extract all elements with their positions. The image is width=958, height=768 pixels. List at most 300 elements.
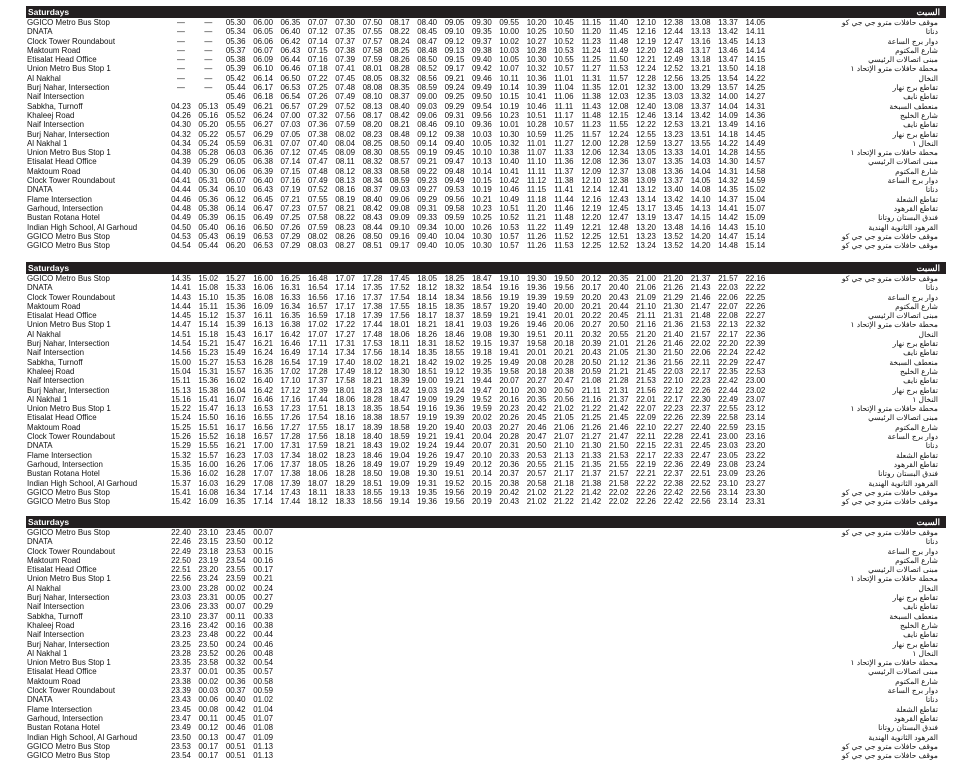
departure-time: 23.50	[198, 639, 219, 649]
departure-time: 18.12	[417, 283, 437, 293]
departure-time: 23.39	[171, 686, 191, 696]
departure-time: 13.17	[636, 203, 656, 213]
departure-time: 00.36	[225, 676, 246, 686]
departure-time: 19.08	[472, 329, 492, 339]
departure-time: 17.28	[280, 432, 301, 442]
departure-time: 06.05	[225, 157, 246, 167]
departure-time: 08.42	[362, 203, 383, 213]
departure-time: 05.46	[225, 92, 246, 102]
departure-time: —	[204, 27, 213, 37]
departure-time: 23.07	[745, 394, 766, 404]
departure-time: 08.56	[417, 73, 437, 83]
departure-time: 14.14	[745, 45, 766, 55]
departure-time: 08.59	[389, 176, 410, 186]
departure-time: 17.16	[280, 394, 301, 404]
departure-time: 14.03	[690, 157, 711, 167]
departure-time: 11.48	[609, 36, 629, 46]
departure-time: 12.43	[608, 194, 629, 204]
departure-time: 08.44	[362, 222, 383, 232]
departure-time: 22.17	[690, 366, 711, 376]
departure-time: 14.16	[690, 222, 711, 232]
departure-time: 22.23	[663, 404, 684, 414]
stop-name: Burj Nahar, Intersection	[27, 129, 110, 139]
departure-time: 15.47	[198, 404, 219, 414]
timetable-row	[26, 64, 946, 73]
stop-name: Al Nakhal	[27, 73, 61, 83]
departure-time: 18.57	[472, 301, 492, 311]
departure-time: 08.26	[335, 231, 355, 241]
departure-time: 19.20	[417, 422, 437, 432]
stop-name-arabic: تقاطع برج نهار	[892, 639, 938, 649]
departure-time: 23.10	[718, 478, 738, 488]
departure-time: 09.34	[417, 222, 437, 232]
stop-name: Al Nakhal 1	[27, 138, 68, 148]
departure-time: 19.24	[444, 385, 465, 395]
departure-time: 08.42	[389, 110, 410, 120]
departure-time: 21.16	[636, 320, 656, 330]
departure-time: 23.28	[198, 583, 219, 593]
departure-time: 19.59	[554, 292, 574, 302]
departure-time: 17.26	[280, 413, 301, 423]
departure-time: 13.00	[663, 83, 684, 93]
departure-time: 21.07	[554, 432, 574, 442]
departure-time: 07.07	[307, 18, 328, 27]
departure-time: 16.33	[280, 292, 301, 302]
departure-time: 22.25	[745, 292, 766, 302]
departure-time: 00.06	[198, 695, 219, 705]
departure-time: 07.49	[307, 176, 328, 186]
departure-time: 12.37	[608, 166, 629, 176]
departure-time: 21.22	[554, 497, 574, 507]
departure-time: 20.11	[554, 329, 574, 339]
departure-time: 17.37	[280, 459, 301, 469]
departure-time: 07.29	[280, 241, 301, 251]
stop-name: Etisalat Head Office	[27, 565, 97, 575]
departure-time: 21.21	[608, 366, 629, 376]
departure-time: 12.38	[663, 18, 684, 27]
departure-time: 10.21	[472, 194, 492, 204]
departure-time: 16.09	[253, 301, 273, 311]
departure-time: 15.36	[171, 469, 191, 479]
departure-time: 17.31	[280, 441, 301, 451]
departure-time: 04.50	[171, 222, 191, 232]
departure-time: 23.54	[171, 751, 191, 761]
departure-time: 06.40	[253, 176, 273, 186]
departure-time: 20.50	[554, 385, 574, 395]
departure-time: 20.02	[472, 413, 492, 423]
departure-time: 11.49	[609, 45, 629, 55]
departure-time: 17.39	[362, 311, 383, 321]
departure-time: 23.03	[171, 593, 191, 603]
departure-time: 23.25	[171, 639, 191, 649]
departure-time: 05.52	[225, 110, 246, 120]
departure-time: 14.41	[171, 283, 191, 293]
departure-time: 21.43	[690, 283, 711, 293]
departure-time: 07.48	[307, 166, 328, 176]
timetable-row	[26, 195, 946, 204]
departure-time: 21.20	[636, 329, 656, 339]
departure-time: 11.01	[527, 138, 547, 148]
departure-time: 00.54	[253, 658, 273, 668]
departure-time: 20.44	[608, 301, 629, 311]
departure-time: 22.50	[171, 555, 191, 565]
departure-time: 20.35	[526, 394, 547, 404]
departure-time: 09.31	[417, 203, 437, 213]
departure-time: 17.38	[280, 469, 301, 479]
departure-time: 19.30	[499, 329, 520, 339]
departure-time: 13.35	[663, 157, 684, 167]
departure-time: 10.27	[526, 36, 547, 46]
departure-time: 22.02	[608, 487, 629, 497]
departure-time: 19.21	[499, 311, 520, 321]
stop-name: Al Nakhal 1	[27, 648, 68, 658]
stop-name-arabic: موقف حافلات مترو جي جي كو	[841, 487, 938, 497]
departure-time: 07.14	[280, 157, 301, 167]
departure-time: 21.31	[608, 385, 629, 395]
departure-time: 13.57	[718, 83, 738, 93]
departure-time: 19.31	[417, 478, 437, 488]
departure-time: 07.00	[280, 110, 301, 120]
departure-time: 20.46	[526, 422, 547, 432]
departure-time: 13.29	[690, 83, 711, 93]
stop-name-arabic: شارع المكتوم	[895, 166, 938, 176]
stop-name: Sabkha, Turnoff	[27, 611, 83, 621]
departure-time: 22.38	[663, 478, 684, 488]
departure-time: 11.55	[609, 120, 629, 130]
departure-time: 08.48	[389, 129, 410, 139]
departure-time: 13.16	[690, 36, 711, 46]
departure-time: 21.18	[554, 478, 574, 488]
departure-time: 13.21	[690, 64, 711, 74]
stop-name-arabic: تقاطع القرهود	[893, 203, 938, 213]
departure-time: 00.16	[253, 555, 273, 565]
departure-time: 08.37	[389, 92, 410, 102]
section-title: Saturdays	[28, 517, 70, 527]
stop-name: Burj Nahar, Intersection	[27, 639, 110, 649]
departure-time: 17.17	[335, 301, 355, 311]
departure-time: 23.19	[198, 555, 219, 565]
departure-time: 20.18	[526, 366, 547, 376]
departure-time: 15.35	[171, 459, 191, 469]
departure-time: 22.08	[718, 311, 738, 321]
stop-name-arabic: موقف حافلات مترو جي جي كو	[841, 274, 938, 283]
departure-time: 14.32	[718, 176, 738, 186]
departure-time: 00.07	[253, 528, 273, 537]
departure-time: 17.52	[389, 283, 410, 293]
departure-time: 07.29	[307, 101, 328, 111]
departure-time: 15.37	[171, 478, 191, 488]
departure-time: 11.44	[554, 194, 574, 204]
departure-time: 08.09	[335, 148, 355, 158]
departure-time: 18.21	[362, 376, 383, 386]
departure-time: 08.16	[335, 185, 355, 195]
departure-time: 17.44	[307, 394, 328, 404]
departure-time: —	[204, 83, 213, 93]
departure-time: 10.53	[554, 45, 574, 55]
stop-name-arabic: دوار برج الساعة	[887, 176, 938, 186]
departure-time: 17.37	[362, 292, 383, 302]
stop-name-arabic: شارع المكتوم	[895, 676, 938, 686]
departure-time: 17.28	[362, 274, 383, 283]
departure-time: 20.35	[608, 274, 629, 283]
departure-time: 08.13	[335, 176, 355, 186]
departure-time: 07.15	[307, 45, 328, 55]
departure-time: 20.26	[499, 413, 520, 423]
stop-name-arabic: دوار برج الساعة	[887, 292, 938, 302]
departure-time: 16.18	[225, 432, 246, 442]
departure-time: 21.01	[608, 339, 629, 349]
departure-time: 23.58	[198, 658, 219, 668]
departure-time: 13.14	[636, 194, 656, 204]
departure-time: 23.09	[718, 469, 738, 479]
stop-name-arabic: النخال ١	[912, 648, 938, 658]
stop-name: Union Metro Bus Stop 1	[27, 574, 111, 584]
departure-time: 22.49	[718, 394, 738, 404]
departure-time: 09.53	[444, 185, 465, 195]
stop-name: Clock Tower Roundabout	[27, 36, 116, 46]
departure-time: 22.26	[636, 487, 656, 497]
departure-time: 10.57	[554, 64, 574, 74]
departure-time: 10.07	[499, 64, 520, 74]
departure-time: 18.35	[362, 404, 383, 414]
departure-time: 13.46	[718, 45, 738, 55]
stop-name-arabic: دوار برج الساعة	[887, 686, 938, 696]
departure-time: 11.11	[554, 101, 574, 111]
departure-time: 21.02	[526, 497, 547, 507]
departure-time: 21.02	[526, 487, 547, 497]
stop-name: Al Nakhal 1	[27, 394, 68, 404]
timetable-section-1	[26, 6, 946, 250]
departure-time: —	[204, 45, 213, 55]
departure-time: 12.21	[636, 55, 656, 65]
timetable-row	[26, 274, 946, 283]
departure-time: 15.11	[198, 301, 218, 311]
departure-time: 10.30	[472, 241, 492, 251]
departure-time: 23.45	[225, 528, 246, 537]
departure-time: 08.08	[362, 83, 383, 93]
departure-time: 11.48	[554, 213, 574, 223]
departure-time: 22.56	[690, 487, 711, 497]
departure-time: 08.12	[335, 166, 355, 176]
departure-time: 22.20	[718, 339, 738, 349]
departure-time: 00.46	[253, 639, 273, 649]
departure-time: 19.40	[444, 422, 465, 432]
stop-name-arabic: منعطف السبخة	[889, 101, 938, 111]
departure-time: 16.16	[225, 413, 246, 423]
departure-time: 10.57	[499, 241, 520, 251]
departure-time: 16.54	[307, 283, 328, 293]
departure-time: 07.57	[362, 36, 383, 46]
section-title-arabic: السبت	[916, 7, 940, 17]
departure-time: 08.24	[389, 36, 410, 46]
departure-time: 09.17	[389, 241, 410, 251]
departure-time: 21.42	[608, 404, 629, 414]
timetable-row	[26, 612, 946, 621]
departure-time: 07.12	[307, 27, 328, 37]
departure-time: 11.53	[554, 241, 574, 251]
departure-time: 17.59	[307, 441, 328, 451]
departure-time: 16.56	[253, 422, 273, 432]
departure-time: 04.48	[171, 203, 191, 213]
departure-time: 09.29	[417, 194, 437, 204]
departure-time: 10.26	[472, 222, 492, 232]
departure-time: 10.19	[472, 185, 492, 195]
departure-time: 19.37	[499, 339, 520, 349]
departure-time: 21.37	[608, 394, 629, 404]
timetable-row	[26, 386, 946, 395]
departure-time: 18.34	[444, 292, 465, 302]
departure-time: 22.22	[745, 283, 766, 293]
departure-time: 20.21	[581, 301, 602, 311]
departure-time: 23.12	[745, 404, 766, 414]
departure-time: 21.12	[608, 357, 629, 367]
departure-time: —	[177, 45, 185, 55]
departure-time: 05.38	[198, 203, 219, 213]
departure-time: 20.57	[526, 469, 547, 479]
departure-time: 13.36	[663, 166, 684, 176]
departure-time: 10.40	[499, 157, 520, 167]
departure-time: 23.03	[718, 441, 738, 451]
departure-time: 21.57	[690, 329, 711, 339]
departure-time: 21.30	[636, 348, 656, 358]
stop-name-arabic: موقف حافلات مترو جي جي كو	[841, 18, 938, 27]
departure-time: —	[177, 36, 185, 46]
departure-time: 19.16	[499, 283, 520, 293]
departure-time: 21.50	[608, 441, 629, 451]
departure-time: 22.07	[636, 404, 656, 414]
departure-time: 22.39	[690, 413, 711, 423]
stop-name: DNATA	[27, 27, 53, 37]
stop-name: GGICO Metro Bus Stop	[27, 751, 110, 761]
departure-time: 13.37	[718, 18, 738, 27]
departure-time: 09.55	[499, 18, 520, 27]
departure-time: 23.48	[198, 630, 219, 640]
departure-time: 14.37	[718, 194, 738, 204]
timetable-row	[26, 565, 946, 574]
departure-time: 11.31	[581, 73, 601, 83]
departure-time: 14.18	[718, 129, 738, 139]
departure-time: 22.42	[663, 487, 684, 497]
departure-time: 18.28	[335, 469, 355, 479]
timetable-row	[26, 667, 946, 676]
stop-name-arabic: النخال	[918, 73, 938, 83]
departure-time: 00.02	[198, 676, 219, 686]
departure-time: 19.39	[526, 292, 547, 302]
stop-name: Indian High School, Al Garhoud	[27, 478, 138, 488]
departure-time: 08.43	[362, 213, 383, 223]
departure-time: 22.49	[171, 546, 191, 556]
departure-time: 11.57	[609, 73, 629, 83]
departure-time: 22.37	[663, 469, 684, 479]
departure-time: 22.11	[636, 432, 656, 442]
departure-time: 16.00	[198, 459, 219, 469]
departure-time: 18.59	[389, 432, 410, 442]
departure-time: 14.44	[171, 301, 191, 311]
departure-time: 16.13	[225, 404, 246, 414]
departure-time: 20.55	[608, 329, 629, 339]
departure-time: 06.53	[253, 241, 273, 251]
departure-time: 09.10	[444, 27, 465, 37]
departure-time: 17.43	[280, 487, 301, 497]
departure-time: 16.13	[253, 320, 273, 330]
departure-time: 09.21	[417, 157, 437, 167]
departure-time: 07.23	[280, 203, 301, 213]
departure-time: 16.55	[253, 413, 273, 423]
timetable-row	[26, 223, 946, 232]
departure-time: 16.07	[225, 394, 246, 404]
departure-time: 22.52	[690, 478, 711, 488]
departure-time: 12.20	[636, 45, 656, 55]
departure-time: 20.07	[472, 441, 492, 451]
timetable-row	[26, 283, 946, 292]
departure-time: 21.30	[663, 301, 684, 311]
departure-time: 10.51	[526, 110, 547, 120]
departure-time: 07.59	[362, 55, 383, 65]
departure-time: 07.21	[280, 194, 301, 204]
departure-time: 10.14	[499, 83, 520, 93]
departure-time: 08.40	[362, 194, 383, 204]
departure-time: 19.39	[444, 413, 465, 423]
timetable-row	[26, 423, 946, 432]
stop-name-arabic: دوار برج الساعة	[887, 546, 938, 556]
departure-time: 11.49	[554, 222, 574, 232]
departure-time: 12.20	[581, 213, 602, 223]
departure-time: 14.01	[690, 148, 711, 158]
departure-time: 18.43	[362, 441, 383, 451]
departure-time: 20.06	[554, 320, 574, 330]
departure-time: 16.09	[198, 497, 219, 507]
departure-time: 15.36	[225, 301, 246, 311]
departure-time: 05.37	[225, 45, 246, 55]
departure-time: 20.59	[581, 366, 602, 376]
departure-time: 13.07	[636, 157, 656, 167]
timetable-row	[26, 92, 946, 101]
stop-name-arabic: دناتا	[925, 537, 938, 547]
departure-time: 05.24	[198, 138, 219, 148]
departure-time: 09.47	[444, 157, 465, 167]
departure-time: 13.05	[636, 148, 656, 158]
departure-time: 13.13	[690, 27, 711, 37]
departure-time: 21.46	[663, 339, 684, 349]
departure-time: 07.49	[335, 92, 355, 102]
departure-time: 20.38	[499, 478, 520, 488]
departure-time: 00.17	[198, 741, 219, 751]
departure-time: 18.50	[362, 469, 383, 479]
stop-name-arabic: موقف حافلات مترو جي جي كو	[841, 751, 938, 761]
stop-name-arabic: النخال ١	[912, 394, 938, 404]
departure-time: 07.26	[280, 222, 301, 232]
departure-time: 10.53	[499, 222, 520, 232]
timetable-row	[26, 139, 946, 148]
departure-time: 22.32	[745, 320, 766, 330]
departure-time: 20.38	[554, 366, 574, 376]
departure-time: 20.00	[554, 301, 574, 311]
departure-time: 01.08	[253, 723, 273, 733]
departure-time: 00.51	[225, 751, 246, 761]
timetable-row	[26, 130, 946, 139]
departure-time: 06.12	[225, 194, 246, 204]
departure-time: 19.29	[444, 394, 465, 404]
departure-time: 04.38	[171, 148, 191, 158]
departure-time: 08.33	[362, 166, 383, 176]
departure-time: 22.03	[663, 366, 684, 376]
departure-time: 13.42	[690, 110, 711, 120]
departure-time: 20.17	[581, 283, 602, 293]
departure-time: 16.24	[253, 348, 273, 358]
departure-time: 19.21	[444, 376, 465, 386]
timetable-row	[26, 157, 946, 166]
departure-time: 08.26	[389, 55, 410, 65]
